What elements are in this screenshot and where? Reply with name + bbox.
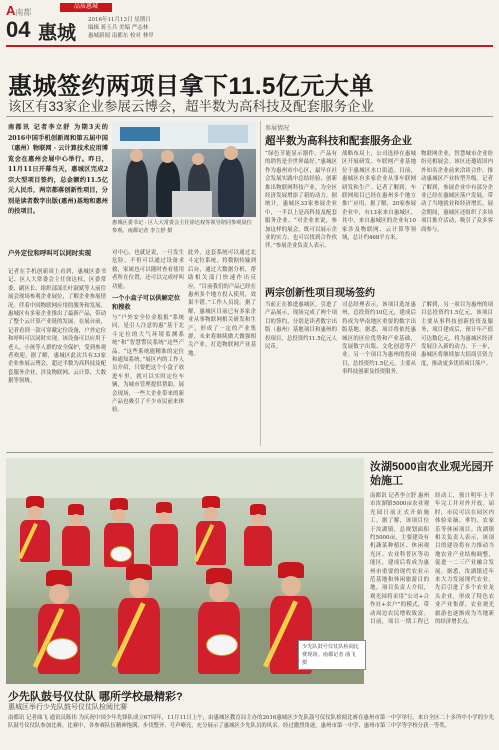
right-heading: 超半数为高科技和配套服务企业 (265, 135, 412, 147)
third-story-text: 南都讯 记者曲飞 通讯员陈伟 为庆祝中国少年先锋队成立67周年，11月11日上午，由惠城区教育局主办的2016惠城区少先队鼓号仪仗队检阅比赛在惠州市第一中学举行，来自全区二十多所中小学的少先队鼓号仪仗队参加比赛。比赛中，各参赛队伍精神饱满、步伐整齐、号声嘹亮，充分展示了惠城区少先队员的风采。经过激烈角逐，惠州市第一中学、惠州市第三中学等学校分获一等奖。 (8, 715, 494, 730)
main-headline: 惠城签约两项目拿下11.5亿元大单 (8, 73, 374, 100)
drum-photo-caption: 少先队鼓号仪仗队检阅比赛现场。南都记者 曲飞 摄 (298, 640, 366, 670)
col2-heading: 一个小盒子可以供解定位和搜救 (112, 295, 181, 311)
date-line: 2016年11月13日 星期日 (88, 17, 151, 23)
col1-text: 记者在手机创新周上看到，惠城区委书记、区人大常委会主任徐达权、区委常委、副区长、组织部部长叶淑斌等人前往展会现场参观企业展位，了解企业参展情况。伴着中国物联网应用的服务和发展，惠城区有多家企业推出了最新产品，带动了整个云计算产业链的发展。在展台前，记者看到一款可穿戴定位设备，户外定位和呼叫可以同时实现。该设备可以应用于老人、小孩等人群的安全保护，受到参观者欢迎。据了解，惠城区此次共有33家企业参展云博会，超过半数为高科技及配套服务企业，涉及物联网、云计算、大数据等领域。 (8, 269, 106, 385)
vertical-divider (260, 121, 261, 446)
sub-col1-text: 当前正在推进惠城区，引进了产品展示，现场完成了两个项目的签约，分别是读者数字出版（惠州）基地项目和惠州的投项目，总投资约11.5亿元人民币。 (265, 302, 337, 351)
right-col1-text: “绿色节能显示器件，产品有的销售是全世界最好。”惠城区作为惠州市中心区，最早在社会发展实践中总结经验，创新推出物联网科技产业，为全区经济发展增添了新的动力。据统计，惠城区33家参展企业中，一半以上是高科技及配套服务企业。“对企业来说，参加这样的展会，既可以展示企业的实力，也可以找到合作伙伴。”参展企业负责人表示。 (265, 151, 337, 250)
main-subhead: 该区有33家企业参展云博会，超半数为高科技及配套服务企业 (8, 99, 375, 114)
second-headline: 汝湖5000亩农业观光园开始施工 (370, 461, 494, 487)
main-byline: 南都讯 记者李立舒 为期3天的2016中国手机创新周和第五届中国（惠州）物联网 · 云计算技术应用博览会在惠州会展中心举行。昨日，11月11日开幕当天，惠城区完成2宗大型项目签约，总金额约11.5亿元人民币，两宗都落创新性项目，分别是读者数字出版(惠州)基地和惠州的投项目。 (8, 124, 108, 215)
sub-heading: 两宗创新性项目现场签约 (265, 288, 375, 299)
sub-col2-text: 司总经理表示，该项目选址惠州，总投资约10亿元，建成后将成为华南地区重要的数字出版基地。据悉，项目将依托惠城区的区位优势和产业基础，发展数字出版、文化创意等产业。另一个项目为惠州的投项目，总投资约1.5亿元，主要从事科技创新及投资服务。 (342, 302, 416, 376)
col1-heading: 户外定位和呼叫可以同时实现 (8, 250, 92, 257)
third-headline: 少先队鼓号仪仗队 哪所学校最精彩? (8, 691, 183, 703)
right-section-label: 参展情况 (265, 126, 290, 132)
issue-meta (88, 16, 228, 40)
paper-logo: A南都 (6, 3, 32, 18)
right-col3-text: 物联网企业，智慧城市企业纷纷亮相展会。该区还邀请国内外知名企业前来洽谈合作，推动惠城区产业转型升级。记者了解到，参展企业中有部分企业已经在惠城区落户发展，带动了当地就业和经济增长。展会期间，惠城区还组织了多场项目推介活动，吸引了众多客商参与。 (421, 151, 493, 233)
editor-line: 编辑 蒋玉兵 美编 严志林 (88, 25, 149, 31)
second-story-text: 南都讯 记者李立舒 惠州市汝湖镇5000亩农业观光园日前正式开始施工。据了解，该项目位于汝湖镇，总规划面积约5000亩，主要建设有机蔬菜种植区、休闲观光区、农业科普区等功能区，建成后将成为惠州市重要的现代农业示范基地和休闲旅游目的地。项目负责人介绍，观光园将采用“公司+合作社+农户”的模式，带动周边农民增收致富。目前，项目一期工程已经动工，预计明年上半年完工并对外开放。届时，市民可以在园区内体验采摘、垂钓、农家乐等休闲项目。汝湖镇相关负责人表示，该项目的建设将有力推动当地农业产业结构调整，促进一二三产业融合发展。据悉，汝湖镇近年来大力发展现代农业，先后引进了多个农业龙头企业，形成了特色农业产业集群，农业观光旅游也逐渐成为当地新的经济增长点。 (370, 493, 494, 626)
section-tag: 品质惠城 (60, 3, 112, 12)
headline-rule (6, 116, 493, 117)
middle-rule (6, 452, 493, 453)
main-photo (112, 121, 256, 217)
sub-col3-text: 了解到，另一项目为惠州的项目总投资约1.5亿元，该项目主要从事科技创新投资及服务，项目建成后，预计年产值可达数亿元，将为惠城区经济发展注入新的动力。下一步，惠城区将继续加大招商引资力度，推动更多优质项目落户。 (421, 302, 493, 367)
col2-text: 对中心，也就是说，一旦发生危险，不但可以通过设备求救，家属也可以随时查看使用者所在位置，还可以完成呼叫功能。 (112, 250, 184, 289)
main-photo-caption: 惠城区委书记 · 区人大常委会主任徐达权等领导陪同参观展位参观。南都记者 李立舒 摄 (112, 220, 252, 234)
col3-text: 此外，这套系统可以通过北斗定位系统，将数据传输到后台，通过大数据分析，帮助相关部门快速作出反应。“目前我们的产品已经在惠州多个地方投入使用，效果不错。”工作人员说。据了解，惠城区目前已有多家企业从事物联网相关研发和生产，形成了一定的产业集群，未来将继续做大做强相关产业，打造物联网产业基地。 (188, 250, 256, 357)
header-rule (6, 45, 493, 47)
checker-line: 惠城新闻 南都东 校对 林甲 (88, 33, 154, 39)
section-number: 04 (6, 17, 31, 42)
section-name: 惠城 (38, 23, 77, 44)
col2-text2: 与“户外安全位金报报”系统同，是引人注意的惠“基于北斗定位的大气环境监测系统”和“智慧警民系统”这些产品。“这些系统能精准的定位和通知系统。”展区内的工作人员介绍，只要把这个小盒子放进车里，就可以实时定位车辆，为城市管理提供帮助。展会现场，一些大企业带来的新产品也吸引了不少市民前来体验。 (112, 315, 184, 414)
third-subhead: 惠城区举行少先队鼓号仪仗队检阅比赛 (8, 704, 127, 711)
right-col2-text: 战略布局上，公司选择在惠城区开展研发。车联网产业基地位于惠城区水口街道。目前，惠城区有多家企业从事车联网研发和生产。记者了解到，车联网项目已经在惠州多个地方推广应用。据了解，20家参展企业中，有13家来自惠城区，其中，来自惠城区的企业有10家涉及物联网、云计算等领域，总计约468平方米。 (342, 151, 416, 242)
